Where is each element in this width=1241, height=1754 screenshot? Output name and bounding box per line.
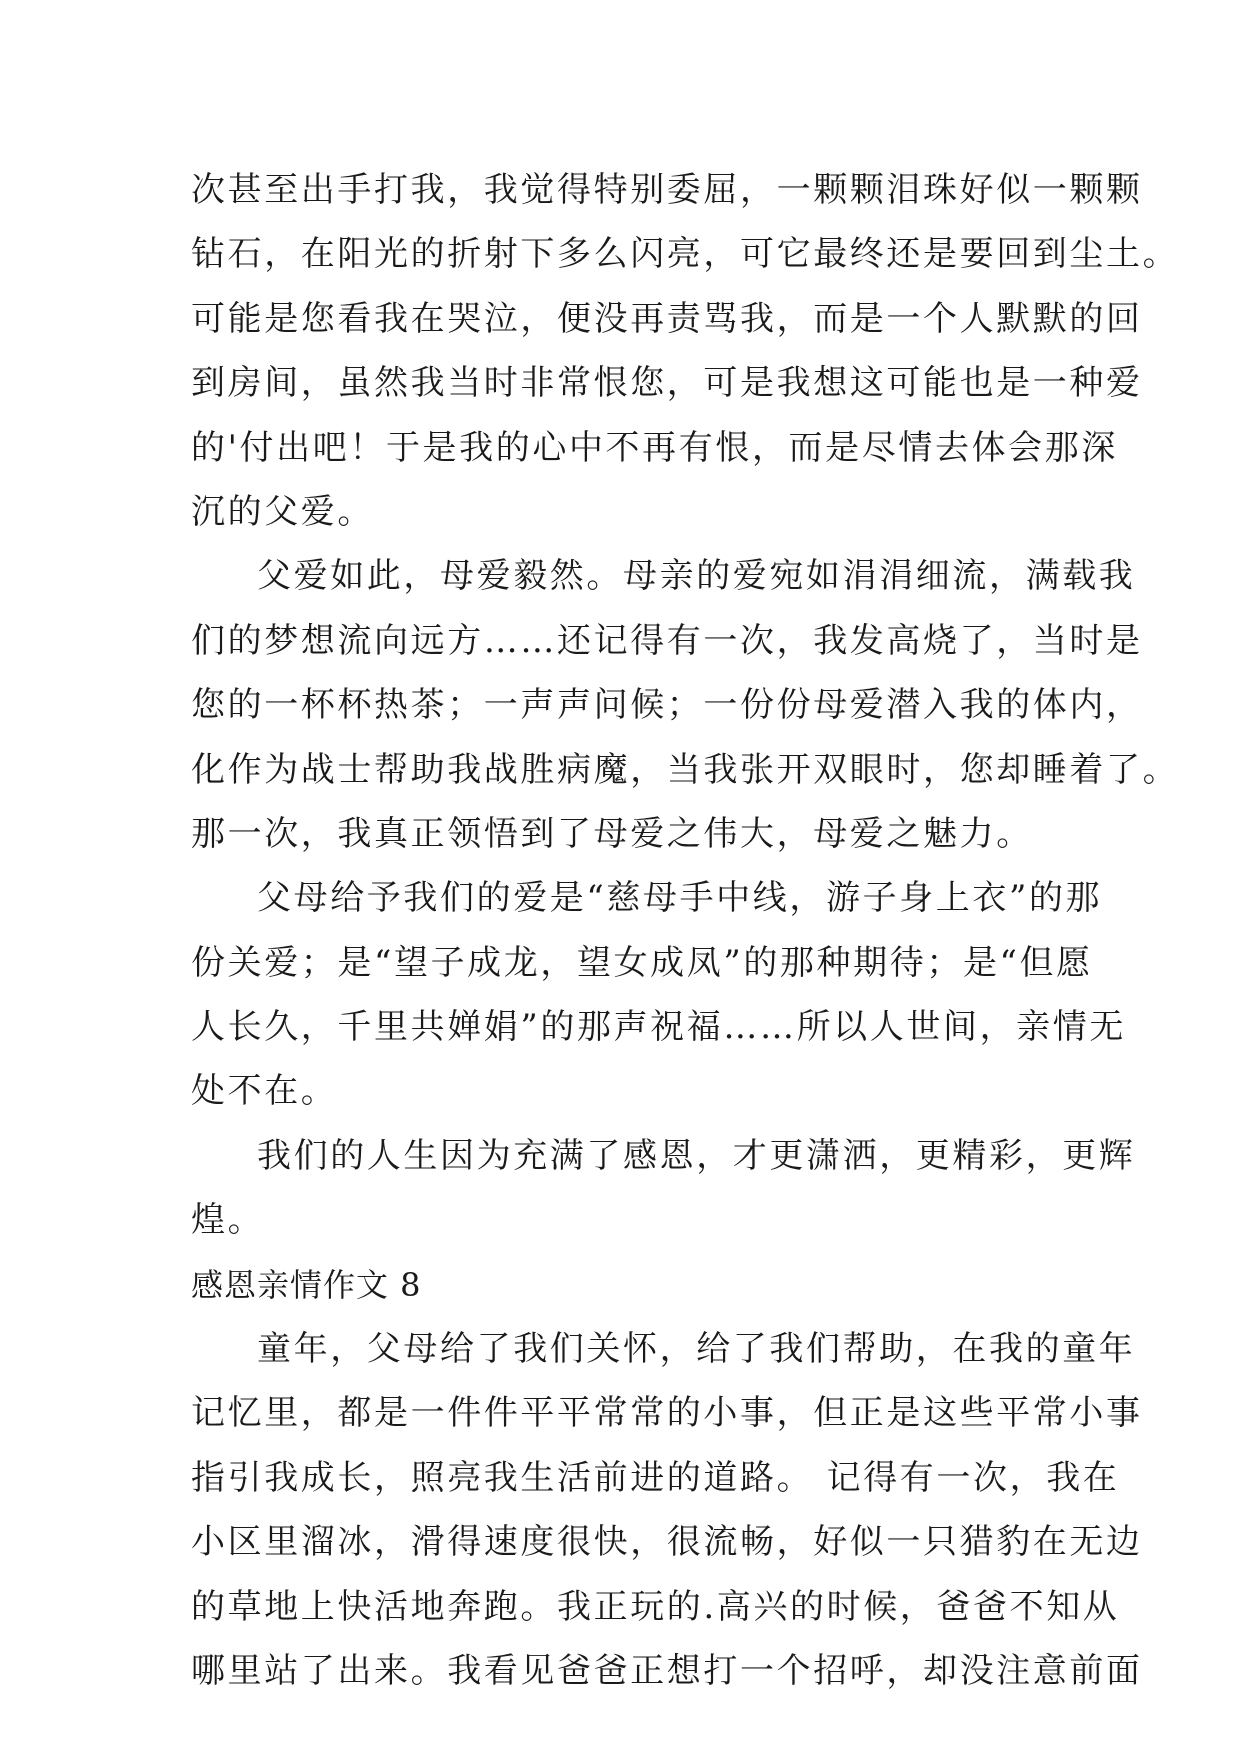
text-line: 小区里溜冰，滑得速度很快，很流畅，好似一只猎豹在无边 xyxy=(191,1522,1143,1563)
text-line: 钻石，在阳光的折射下多么闪亮，可它最终还是要回到尘土。 xyxy=(191,234,1180,275)
text-line: 化作为战士帮助我战胜病魔，当我张开双眼时，您却睡着了。 xyxy=(191,749,1180,790)
text-line: 次甚至出手打我，我觉得特别委屈，一颗颗泪珠好似一颗颗 xyxy=(191,170,1143,210)
text-line: 哪里站了出来。我看见爸爸正想打一个招呼，却没注意前面 xyxy=(191,1650,1143,1691)
text-line: 们的梦想流向远方……还记得有一次，我发高烧了，当时是 xyxy=(191,620,1143,661)
text-line: 的草地上快活地奔跑。我正玩的.高兴的时候，爸爸不知从 xyxy=(191,1586,1120,1627)
text-line: 可能是您看我在哭泣，便没再责骂我，而是一个人默默的回 xyxy=(191,298,1143,339)
text-line: 童年，父母给了我们关怀，给了我们帮助，在我的童年 xyxy=(257,1329,1136,1370)
text-line: 那一次，我真正领悟到了母爱之伟大，母爱之魅力。 xyxy=(191,813,1033,854)
essay-heading: 感恩亲情作文 8 xyxy=(191,1265,422,1304)
paragraph-mother-love xyxy=(191,544,1180,866)
text-line: 您的一杯杯热茶；一声声问候；一份份母爱潜入我的体内， xyxy=(191,685,1143,726)
paragraph-father-love-end xyxy=(191,158,1180,544)
text-line: 处不在。 xyxy=(191,1071,338,1112)
text-line: 到房间，虽然我当时非常恨您，可是我想这可能也是一种爱 xyxy=(191,363,1143,404)
text-line: 的'付出吧！于是我的心中不再有恨，而是尽情去体会那深 xyxy=(191,427,1118,468)
paragraph-parents-love xyxy=(191,866,1126,1124)
text-line: 记忆里，都是一件件平平常常的小事，但正是这些平常小事 xyxy=(191,1393,1143,1434)
text-line: 父母给予我们的爱是“慈母手中线，游子身上衣”的那 xyxy=(257,878,1103,919)
paragraph-childhood xyxy=(191,1317,1143,1703)
text-line: 我们的人生因为充满了感恩，才更潇洒，更精彩，更辉 xyxy=(257,1135,1136,1176)
text-line: 人长久，千里共婵娟”的那声祝福……所以人世间，亲情无 xyxy=(191,1007,1126,1048)
text-line: 父爱如此，母爱毅然。母亲的爱宛如涓涓细流，满载我 xyxy=(257,556,1136,597)
text-line: 沉的父爱。 xyxy=(191,491,374,532)
document-body xyxy=(191,158,1180,1703)
text-line: 份关爱；是“望子成龙，望女成凤”的那种期待；是“但愿 xyxy=(191,942,1093,983)
text-line: 指引我成长，照亮我生活前进的道路。 记得有一次，我在 xyxy=(191,1457,1120,1498)
text-line: 煌。 xyxy=(191,1200,265,1241)
paragraph-conclusion xyxy=(191,1124,1136,1253)
